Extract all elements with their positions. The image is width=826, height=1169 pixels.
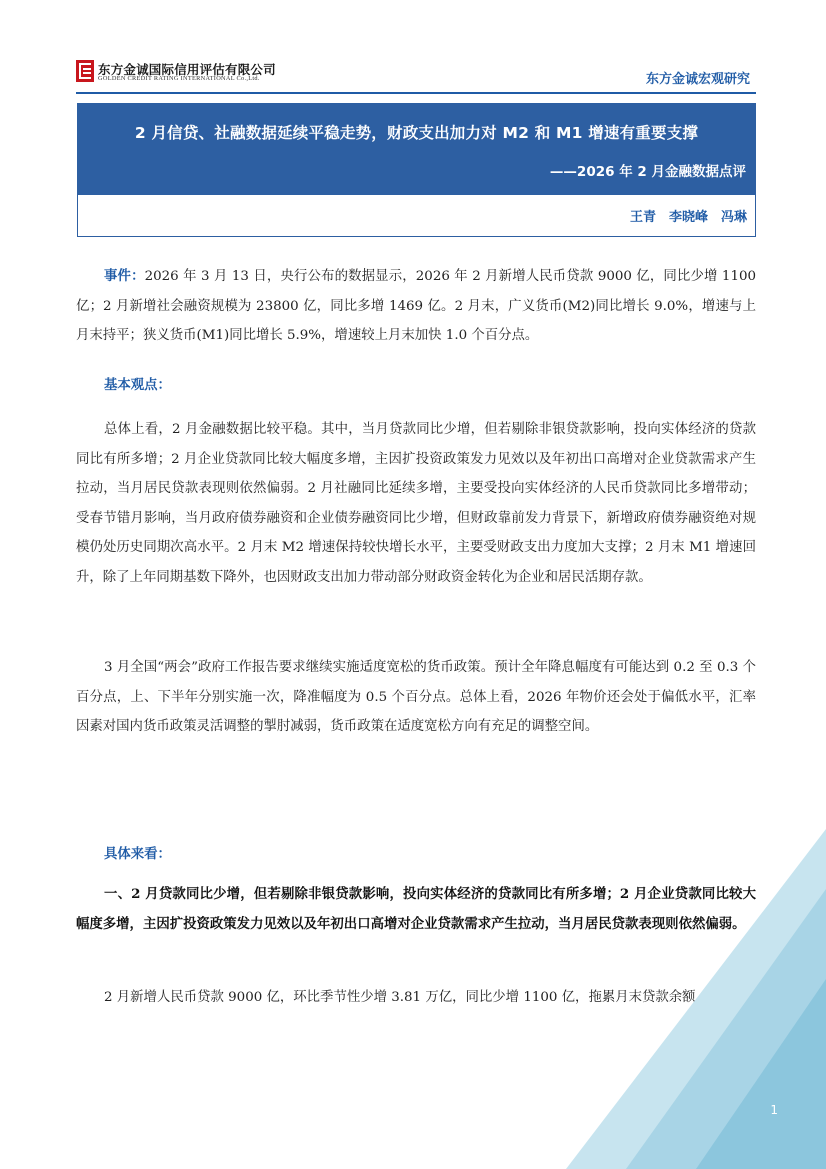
report-banner: [77, 103, 756, 195]
views-paragraph-2: 3 月全国“两会”政府工作报告要求继续实施适度宽松的货币政策。预计全年降息幅度有可能达到 0.2 至 0.3 个百分点，上、下半年分别实施一次，降准幅度为 0.5 个百分点。总体上看，2026 年物价还会处于偏低水平，汇率因素对国内货币政策灵活调整的掣肘减弱，货币政策在适度宽松方向有充足的调整空间。: [76, 660, 756, 734]
authors: 王青 李晓峰 冯琳: [629, 210, 747, 225]
event-text: 2026 年 3 月 13 日，央行公布的数据显示，2026 年 2 月新增人民币贷款 9000 亿，同比少增 1100 亿；2 月新增社会融资规模为 23800 亿，同比多增 1469 亿。2 月末，广义货币(M2)同比增长 9.0%，增速与上月末持平；狭义货币(M1)同比增长 5.9%，增速较上月末加快 1.0 个百分点。: [76, 269, 757, 343]
page-header: [76, 56, 756, 94]
company-logo: [76, 60, 296, 86]
header-divider: [76, 92, 756, 94]
views-label-line: [76, 371, 756, 401]
detail-label: 具体来看：: [104, 846, 171, 862]
section-heading-1: 一、2 月贷款同比少增，但若剔除非银贷款影响，投向实体经济的贷款同比有所多增；2 月企业贷款同比较大幅度多增，主因扩投资政策发力见效以及年初出口高增对企业贷款需求产生拉动，当月居民贷款表现则依然偏弱。: [76, 886, 756, 932]
views-paragraph-1: 总体上看，2 月金融数据比较平稳。其中，当月贷款同比少增，但若剔除非银贷款影响，投向实体经济的贷款同比有所多增；2 月企业贷款同比较大幅度多增，主因扩投资政策发力见效以及年初出口高增对企业贷款需求产生拉动，当月居民贷款表现则依然偏弱。2 月社融同比延续多增，主要受投向实体经济的人民币贷款同比多增带动；受春节错月影响，当月政府债券融资和企业债券融资同比少增，但财政靠前发力背景下，新增政府债券融资绝对规模仍处历史同期次高水平。2 月末 M2 增速保持较快增长水平，主要受财政支出力度加大支撑；2 月末 M1 增速回升，除了上年同期基数下降外，也因财政支出加力带动部分财政资金转化为企业和居民活期存款。: [76, 422, 756, 585]
logo-mark-icon: [76, 60, 94, 82]
report-title: 2 月信贷、社融数据延续平稳走势，财政支出加力对 M2 和 M1 增速有重要支撑: [134, 124, 699, 142]
page-number: 1: [770, 1103, 778, 1117]
company-name-en: GOLDEN CREDIT RATING INTERNATIONAL Co.,Ltd.: [98, 75, 260, 82]
company-name-cn: 东方金诚国际信用评估有限公司: [98, 62, 276, 77]
author-box: [77, 195, 756, 237]
views-label: 基本观点：: [104, 377, 171, 393]
research-brand: 东方金诚宏观研究: [645, 72, 750, 87]
report-subtitle: ——2026 年 2 月金融数据点评: [549, 164, 746, 180]
detail-paragraph-1: 2 月新增人民币贷款 9000 亿，环比季节性少增 3.81 万亿，同比少增 1100 亿，拖累月末贷款余额: [104, 990, 696, 1005]
corner-decoration: [566, 829, 826, 1169]
event-paragraph: [76, 262, 756, 351]
event-label: 事件：: [104, 268, 145, 284]
